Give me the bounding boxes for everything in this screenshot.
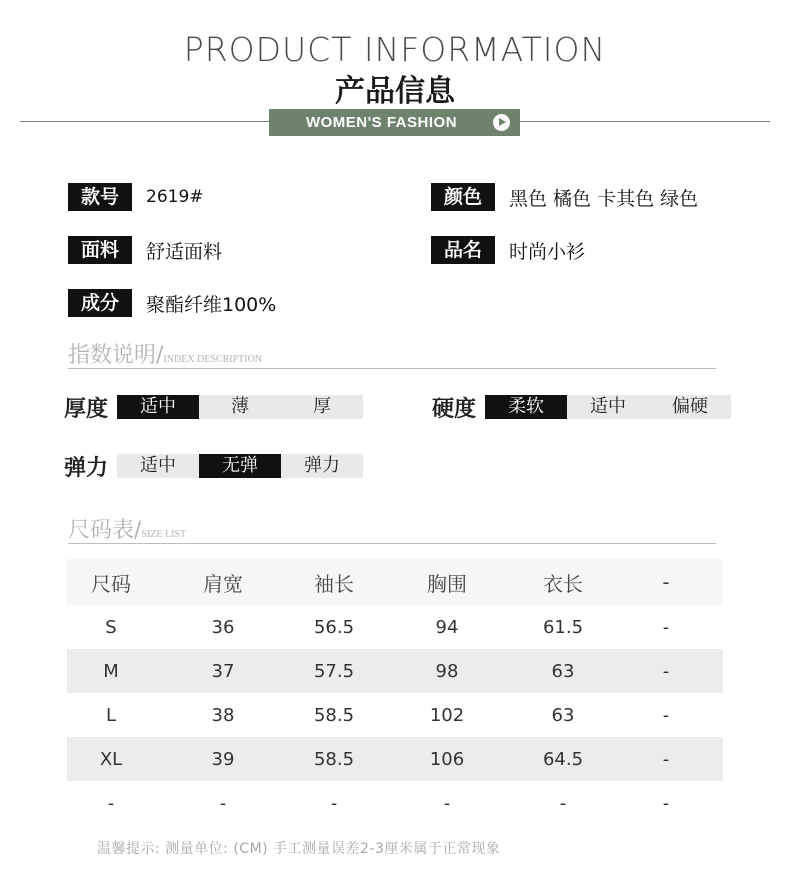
field-value: 舒适面料 <box>146 240 223 263</box>
table-row <box>67 737 723 781</box>
elasticity-option: 无弹 <box>199 454 281 478</box>
thickness-option: 薄 <box>231 396 249 417</box>
table-header-row <box>67 559 723 605</box>
table-cell: - <box>155 781 291 825</box>
table-cell: 61.5 <box>517 605 609 649</box>
thickness-option: 厚 <box>313 396 331 417</box>
thickness-options <box>117 395 363 419</box>
table-cell: - <box>67 781 155 825</box>
table-cell: XL <box>67 737 155 781</box>
field-key: 款号 <box>68 183 132 211</box>
table-cell: 102 <box>377 693 517 737</box>
table-header-cell: 肩宽 <box>155 559 291 605</box>
table-cell: - <box>609 605 723 649</box>
field-value: 聚酯纤维100% <box>146 293 277 316</box>
hardness-option: 偏硬 <box>672 396 708 417</box>
thickness-label: 厚度 <box>64 396 109 422</box>
table-cell: 63 <box>517 649 609 693</box>
table-cell: 63 <box>517 693 609 737</box>
table-cell: - <box>609 649 723 693</box>
hardness-label: 硬度 <box>432 396 477 422</box>
hardness-options <box>485 395 731 419</box>
banner-label: WOMEN'S FASHION <box>305 114 458 131</box>
elasticity-label: 弹力 <box>64 455 109 481</box>
section-title-en: INDEX DESCRIPTION <box>163 354 263 365</box>
table-cell: L <box>67 693 155 737</box>
size-section-header <box>68 513 716 544</box>
table-row <box>67 649 723 693</box>
hardness-option: 适中 <box>590 396 626 417</box>
elasticity-option: 弹力 <box>304 455 340 476</box>
table-header-cell: - <box>609 559 723 605</box>
hardness-option: 柔软 <box>485 395 567 419</box>
play-icon <box>493 114 510 131</box>
field-key: 品名 <box>431 236 495 264</box>
measurement-footnote: 温馨提示: 测量单位: (CM) 手工测量误差2-3厘米属于正常现象 <box>97 841 501 857</box>
table-row <box>67 781 723 825</box>
field-key: 成分 <box>68 289 132 317</box>
table-cell: 38 <box>155 693 291 737</box>
field-style-no <box>68 183 204 211</box>
table-header-cell: 胸围 <box>377 559 517 605</box>
table-cell: 98 <box>377 649 517 693</box>
field-value: 时尚小衫 <box>509 240 586 263</box>
field-composition <box>68 289 276 317</box>
table-cell: 36 <box>155 605 291 649</box>
hardness-row <box>432 395 731 422</box>
field-colors <box>431 183 698 211</box>
elasticity-option: 适中 <box>140 455 176 476</box>
table-cell: 56.5 <box>291 605 377 649</box>
field-value: 2619# <box>146 187 204 207</box>
table-header-cell: 尺码 <box>67 559 155 605</box>
table-cell: S <box>67 605 155 649</box>
table-cell: M <box>67 649 155 693</box>
table-cell: 64.5 <box>517 737 609 781</box>
field-key: 面料 <box>68 236 132 264</box>
table-cell: 58.5 <box>291 693 377 737</box>
table-row <box>67 605 723 649</box>
table-cell: 58.5 <box>291 737 377 781</box>
table-header-cell: 衣长 <box>517 559 609 605</box>
section-title-cn: 尺码表/ <box>68 518 142 543</box>
elasticity-options <box>117 454 363 478</box>
page-title-cn: 产品信息 <box>335 74 455 109</box>
field-fabric <box>68 236 222 264</box>
thickness-row <box>64 395 363 422</box>
index-section-header <box>68 338 716 369</box>
table-cell: 57.5 <box>291 649 377 693</box>
section-title-cn: 指数说明/ <box>68 343 164 368</box>
table-cell: - <box>291 781 377 825</box>
table-cell: 94 <box>377 605 517 649</box>
page-title-en: PRODUCT INFORMATION <box>183 30 607 69</box>
table-cell: - <box>517 781 609 825</box>
table-cell: - <box>609 781 723 825</box>
section-title-en: SIZE LIST <box>141 529 187 540</box>
table-header-cell: 袖长 <box>291 559 377 605</box>
table-cell: 37 <box>155 649 291 693</box>
womens-fashion-banner <box>269 109 520 136</box>
elasticity-row <box>64 454 363 481</box>
thickness-option: 适中 <box>117 395 199 419</box>
table-cell: - <box>377 781 517 825</box>
table-row <box>67 693 723 737</box>
table-cell: 39 <box>155 737 291 781</box>
field-value: 黑色 橘色 卡其色 绿色 <box>509 187 699 210</box>
field-name <box>431 236 585 264</box>
size-table <box>67 559 723 825</box>
table-cell: - <box>609 693 723 737</box>
table-cell: - <box>609 737 723 781</box>
table-cell: 106 <box>377 737 517 781</box>
field-key: 颜色 <box>431 183 495 211</box>
